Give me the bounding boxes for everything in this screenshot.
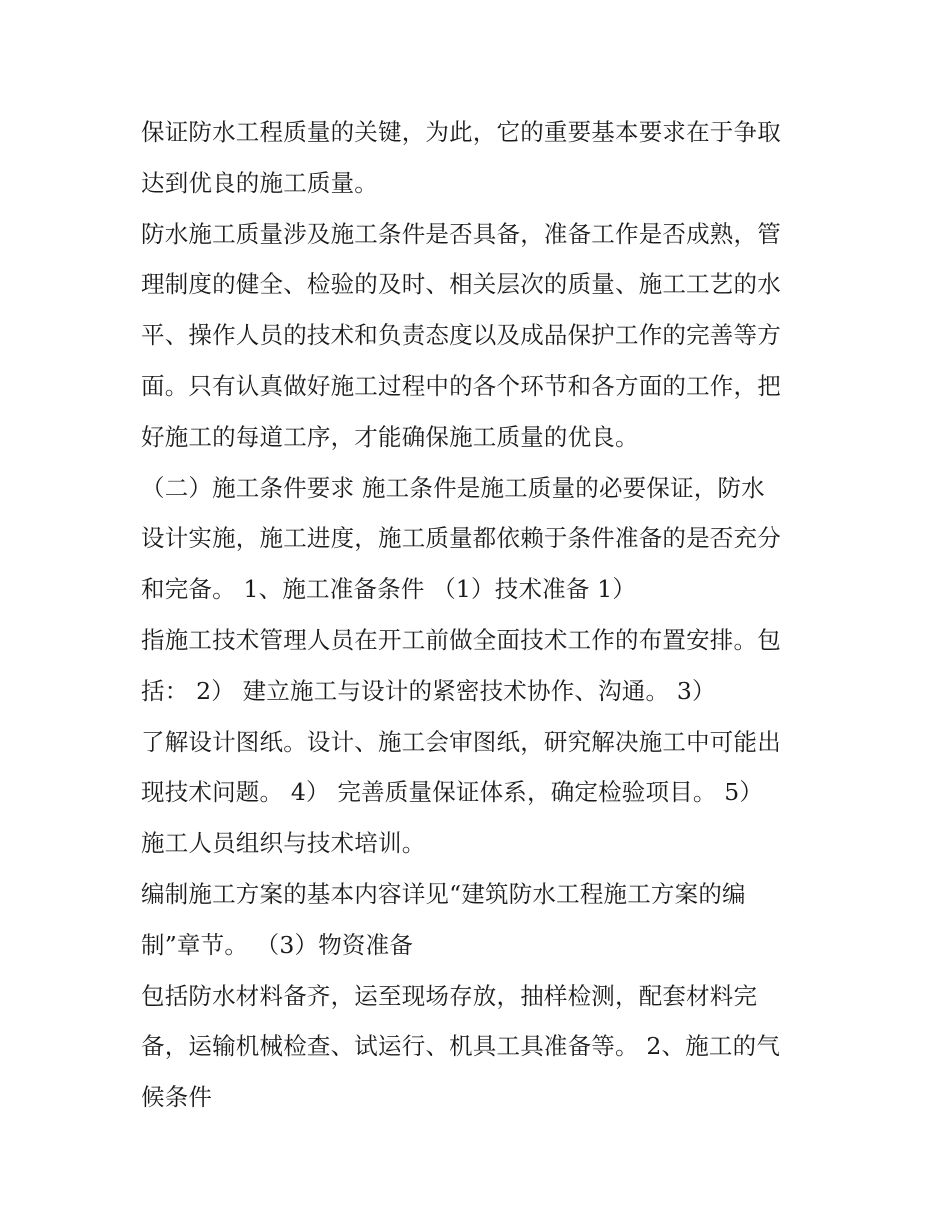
text-line: 制”章节。 （3）物资准备 [141, 930, 414, 959]
text-line: 面。只有认真做好施工过程中的各个环节和各方面的工作，把 [141, 371, 781, 400]
text-line: 施工人员组织与技术培训。 [141, 829, 426, 858]
text-line: 备，运输机械检查、试运行、机具工具准备等。 2、施工的气 [141, 1032, 781, 1061]
text-line: 现技术问题。 4） 完善质量保证体系，确定检验项目。 5） [141, 778, 764, 807]
text-line: 括： 2） 建立施工与设计的紧密技术协作、沟通。 3） [141, 676, 716, 705]
text-line: 理制度的健全、检验的及时、相关层次的质量、施工工艺的水 [141, 270, 781, 299]
text-line: 候条件 [141, 1083, 213, 1112]
text-line: 平、操作人员的技术和负责态度以及成品保护工作的完善等方 [141, 321, 781, 350]
text-line: 达到优良的施工质量。 [141, 168, 378, 197]
text-line: 好施工的每道工序，才能确保施工质量的优良。 [141, 422, 639, 451]
text-line: 编制施工方案的基本内容详见“建筑防水工程施工方案的编 [141, 879, 746, 908]
text-line: 了解设计图纸。设计、施工会审图纸，研究解决施工中可能出 [141, 727, 781, 756]
text-line: 保证防水工程质量的关键，为此，它的重要基本要求在于争取 [141, 118, 781, 146]
text-line: 指施工技术管理人员在开工前做全面技术工作的布置安排。包 [141, 625, 781, 654]
document-body [141, 107, 831, 1123]
text-line: 设计实施，施工进度，施工质量都依赖于条件准备的是否充分 [141, 524, 781, 553]
text-line: 包括防水材料备齐，运至现场存放，抽样检测，配套材料完 [141, 981, 758, 1010]
text-line: 和完备。 1、施工准备条件 （1）技术准备 1） [141, 575, 637, 604]
text-line: （二）施工条件要求 施工条件是施工质量的必要保证，防水 [141, 473, 765, 502]
text-line: 防水施工质量涉及施工条件是否具备，准备工作是否成熟，管 [141, 219, 781, 248]
